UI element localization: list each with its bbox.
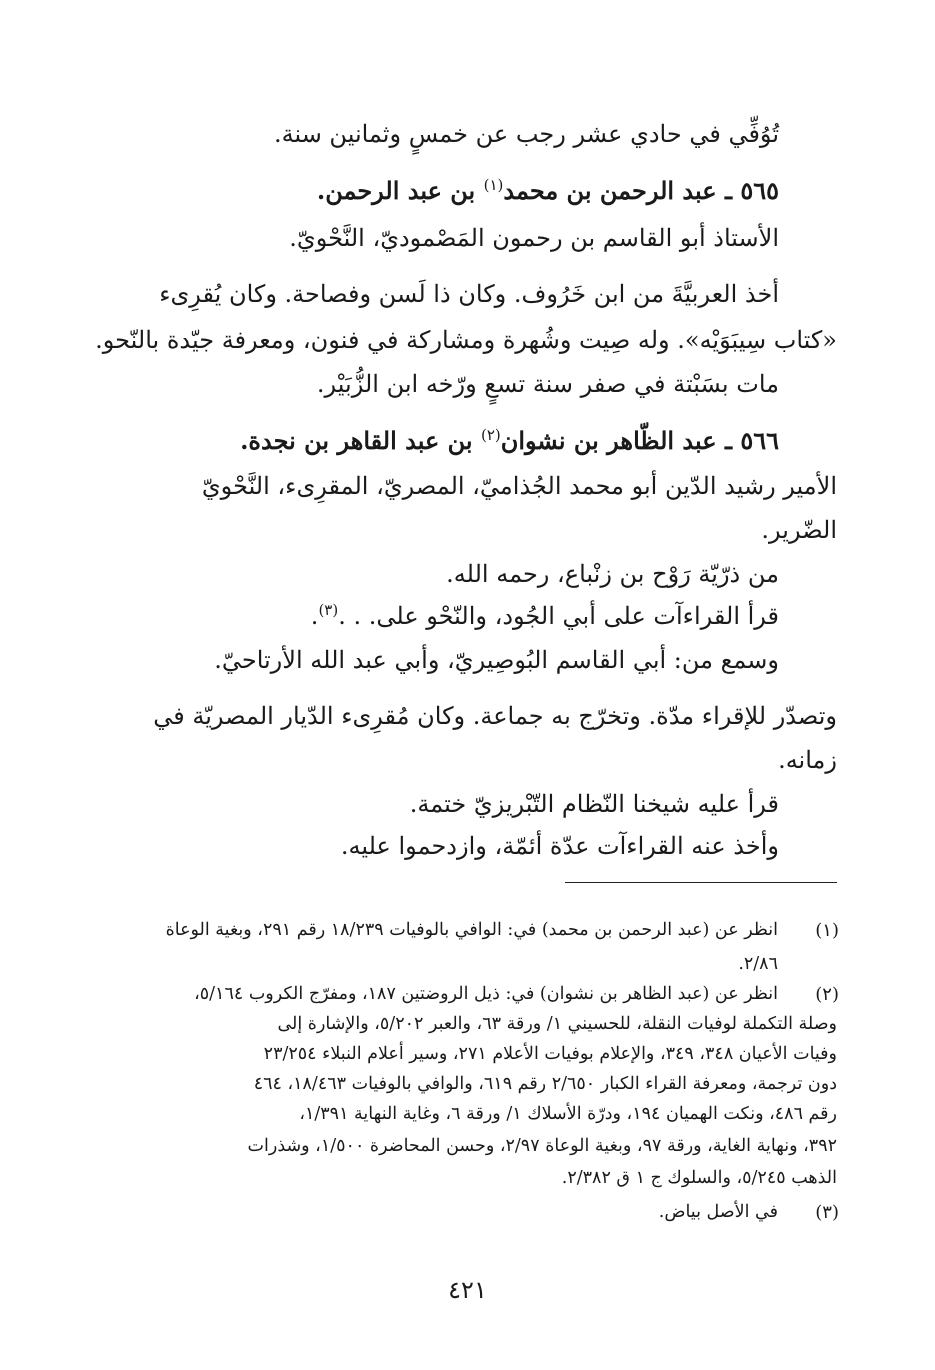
footnote-line: ٢/٨٦. <box>738 954 778 974</box>
text-line: الأمير رشيد الدّين أبو محمد الجُذاميّ، المصريّ، المقرِىء، النَّحْويّ <box>201 472 837 500</box>
text-line: تُوُفِّي في حادي عشر رجب عن خمسٍ وثمانين سنة. <box>273 120 779 148</box>
entry-heading-566 <box>240 428 779 453</box>
footnote-line: في الأصل بياض. <box>658 1202 778 1222</box>
text-fragment: قرأ القراءآت على أبي الجُود، والنّحْو على. . . <box>338 602 779 630</box>
footnote-line: ٣٩٢، ونهاية الغاية، ورقة ٩٧، وبغية الوعاة ٢/٩٧، وحسن المحاضرة ١/٥٠٠، وشذرات <box>247 1136 837 1156</box>
text-line: قرأ عليه شيخنا النّظام التّبْريزيّ ختمة. <box>409 790 779 818</box>
footnote-number: (٢) <box>815 984 839 1005</box>
entry-name-continued: بن عبد الرحمن. <box>316 176 476 205</box>
text-line: من ذرّيّة رَوْح بن زنْباع، رحمه الله. <box>446 560 779 588</box>
entry-heading-565 <box>317 178 779 203</box>
text-line: أخذ العربيَّةَ من ابن خَرُوف. وكان ذا لَسن وفصاحة. وكان يُقرِىء <box>159 280 779 308</box>
footnote-line: انظر عن (عبد الرحمن بن محمد) في: الوافي بالوفيات ١٨/٢٣٩ رقم ٢٩١، وبغية الوعاة <box>165 920 778 940</box>
page-number: ٤٢١ <box>448 1276 487 1304</box>
footnote-number: (١) <box>815 920 839 941</box>
text-line: وأخذ عنه القراءآت عدّة أئمّة، وازدحموا عليه. <box>340 832 779 860</box>
footnote-line: دون ترجمة، ومعرفة القراء الكبار ٢/٦٥٠ رقم ٦١٩، والوافي بالوفيات ١٨/٤٦٣، ٤٦٤ <box>253 1074 837 1094</box>
footnote-line: انظر عن (عبد الظاهر بن نشوان) في: ذيل الروضتين ١٨٧، ومفرّج الكروب ٥/١٦٤، <box>194 984 778 1004</box>
text-fragment: . <box>310 602 319 630</box>
text-line: وتصدّر للإقراء مدّة. وتخرّج به جماعة. وكان مُقرِىء الدّيار المصريّة في <box>153 702 837 730</box>
footnote-line: رقم ٤٨٦، ونكت الهميان ١٩٤، ودرّة الأسلاك ١/ ورقة ٦، وغاية النهاية ١/٣٩١، <box>299 1104 837 1124</box>
text-line: الضّرير. <box>761 516 837 544</box>
entry-number: ٥٦٥ ـ <box>724 176 779 205</box>
text-line: وسمع من: أبي القاسم البُوصِيريّ، وأبي عبد الله الأرتاحيّ. <box>214 646 779 674</box>
footnote-line: وفيات الأعيان ٣٤٨، ٣٤٩، والإعلام بوفيات الأعلام ٢٧١، وسير أعلام النبلاء ٢٣/٢٥٤ <box>263 1044 837 1064</box>
text-line: زمانه. <box>778 746 837 774</box>
entry-name: عبد الظّاهر بن نشوان <box>500 426 717 455</box>
text-line: «كتاب سِيبَوَيْه». وله صِيت وشُهرة ومشاركة في فنون، ومعرفة جيّدة بالنّحو. <box>95 326 837 354</box>
entry-name: عبد الرحمن بن محمد <box>503 176 717 205</box>
footnote-marker: (٣) <box>318 601 339 619</box>
footnote-number: (٣) <box>815 1202 839 1223</box>
text-line: الأستاذ أبو القاسم بن رحمون المَصْموديّ، النَّحْويّ. <box>289 224 779 252</box>
entry-number: ٥٦٦ ـ <box>724 426 779 455</box>
footnote-marker: (١) <box>483 176 504 194</box>
footnote-separator <box>565 882 837 883</box>
footnote-line: وصلة التكملة لوفيات النقلة، للحسيني ١/ ورقة ٦٣، والعبر ٥/٢٠٢، والإشارة إلى <box>277 1014 837 1034</box>
text-line: مات بسَبْتة في صفر سنة تسعٍ ورّخه ابن الزُّبَيْر. <box>316 370 779 398</box>
entry-name-continued: بن عبد القاهر بن نجدة. <box>240 426 473 455</box>
text-line <box>311 603 779 628</box>
footnote-marker: (٢) <box>480 426 501 444</box>
footnote-line: الذهب ٥/٢٤٥، والسلوك ج ١ ق ٢/٣٨٢. <box>561 1168 837 1188</box>
